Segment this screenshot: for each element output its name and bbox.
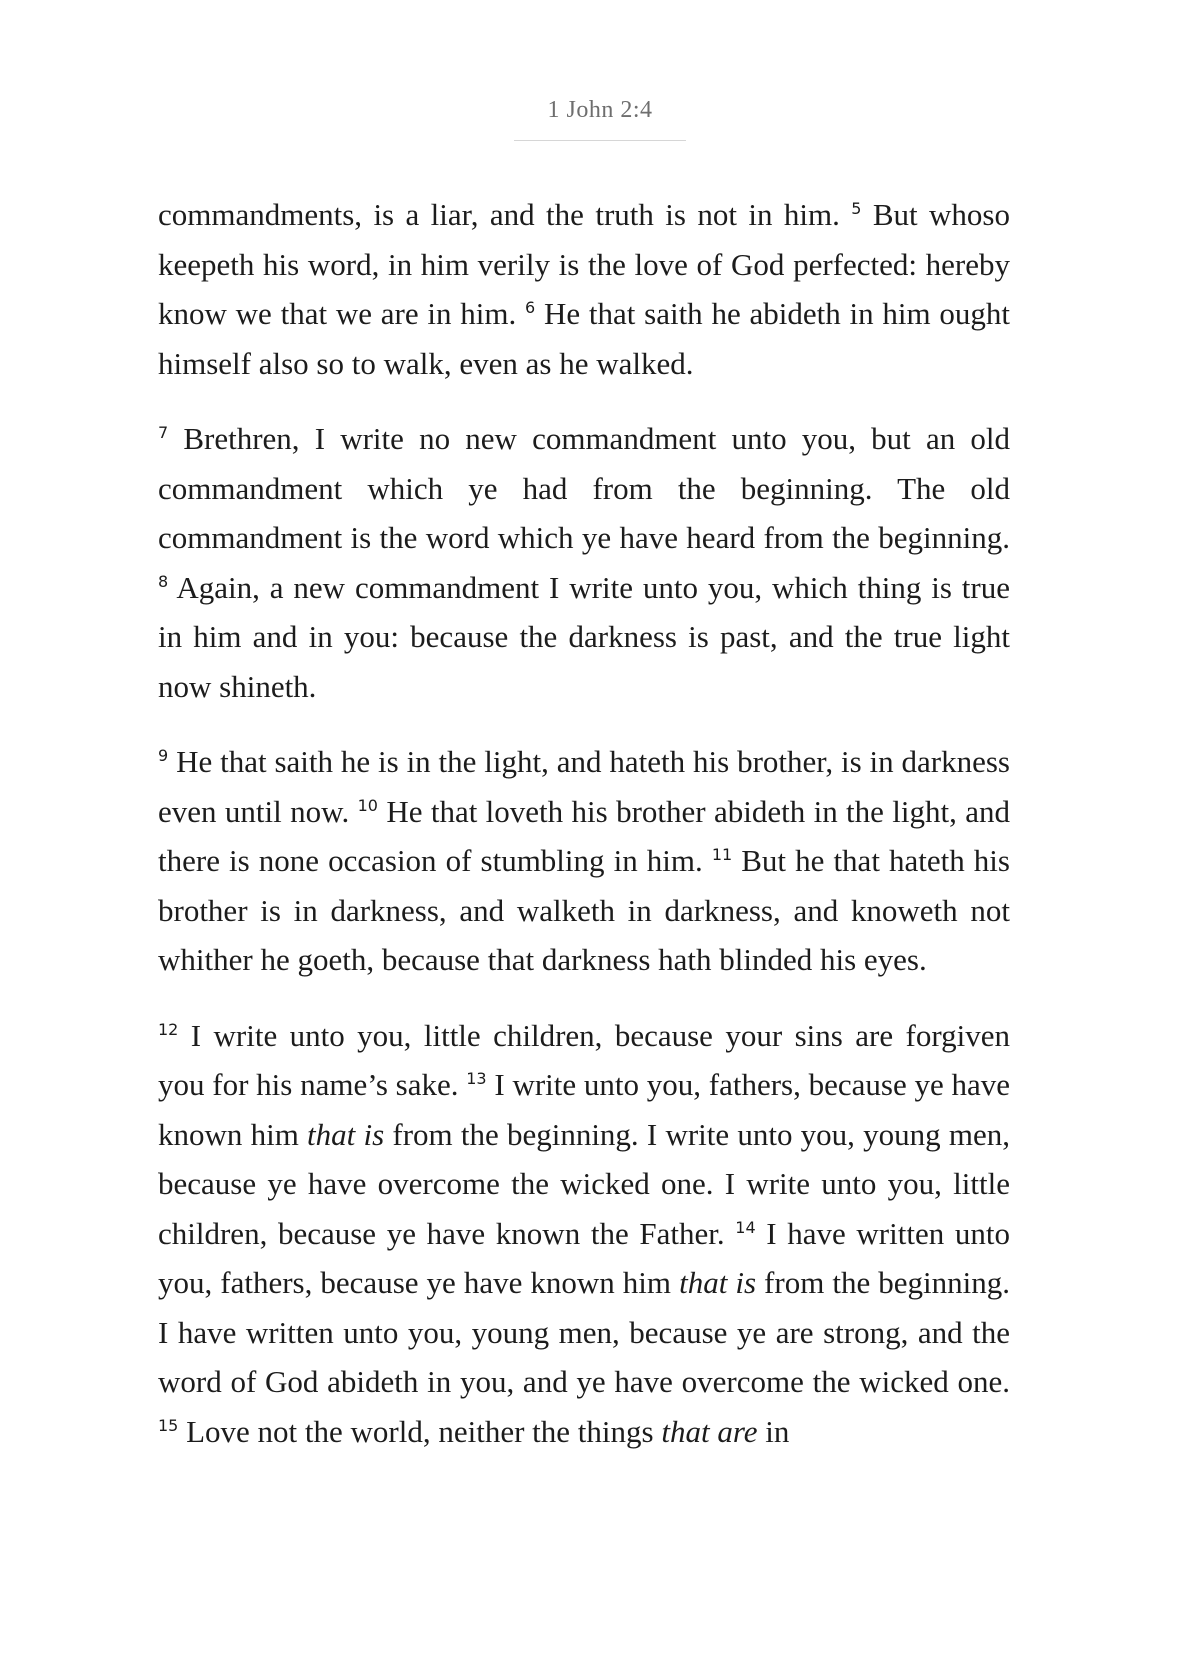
verse-number: 5 — [851, 199, 862, 218]
header-divider — [514, 140, 686, 141]
verse-number: 15 — [158, 1415, 179, 1435]
page-header — [0, 97, 1200, 141]
paragraph — [158, 190, 1010, 388]
verse-text: He that loveth his brother abideth in the light, and there is none occasion of stumbling in him. — [158, 793, 1011, 878]
scripture-text — [158, 190, 1010, 1482]
verse-text: in — [757, 1413, 790, 1449]
verse-text: Again, a new commandment I write unto you, which thing is true in him and in you: because the darkness is past, and the true light now shineth. — [158, 569, 1010, 704]
paragraph — [158, 737, 1010, 985]
paragraph — [158, 1011, 1010, 1457]
verse-text: commandments, is a liar, and the truth is not in him. — [158, 197, 852, 232]
verse-text: But he that hateth his brother is in darkness, and walketh in darkness, and knoweth not whither he goeth, because that darkness hath blinded his eyes. — [158, 843, 1010, 977]
verse-text: I write unto you, fathers, because ye have known him — [158, 1067, 1010, 1152]
page-title: 1 John 2:4 — [547, 97, 653, 123]
paragraph — [158, 414, 1010, 711]
verse-text: I write unto you, little children, because your sins are forgiven you for his name’s sake. — [158, 1017, 1010, 1102]
verse-number: 9 — [158, 746, 169, 765]
verse-text: Brethren, I write no new commandment unto you, but an old commandment which ye had from the beginning. The old commandment is the word which ye have heard from the beginning. — [158, 421, 1010, 555]
italic-text: that is — [307, 1116, 385, 1152]
verse-text: from the beginning. I have written unto you, young men, because ye are strong, and the word of God abideth in you, and ye have overcome the wicked one. — [158, 1265, 1010, 1399]
verse-number: 6 — [525, 298, 536, 317]
verse-text: He that saith he is in the light, and hateth his brother, is in darkness even until now. — [158, 744, 1010, 829]
verse-text: from the beginning. I write unto you, young men, because ye have overcome the wicked one. I write unto you, little children, because ye have known the Father. — [158, 1116, 1010, 1251]
italic-text: that is — [679, 1265, 757, 1300]
verse-number: 13 — [466, 1069, 487, 1088]
italic-text: that are — [661, 1413, 758, 1449]
verse-number: 11 — [711, 845, 733, 864]
verse-text: I have written unto you, fathers, because ye have known him — [158, 1215, 1010, 1300]
verse-number: 7 — [158, 423, 169, 442]
verse-number: 8 — [158, 571, 169, 591]
verse-number: 10 — [357, 795, 378, 815]
verse-number: 14 — [735, 1217, 756, 1237]
verse-text: Love not the world, neither the things — [178, 1413, 662, 1449]
verse-number: 12 — [158, 1019, 179, 1039]
verse-text: But whoso keepeth his word, in him verily is the love of God perfected: hereby know we that we are in him. — [158, 197, 1010, 331]
verse-text: He that saith he abideth in him ought himself also so to walk, even as he walked. — [158, 296, 1010, 381]
